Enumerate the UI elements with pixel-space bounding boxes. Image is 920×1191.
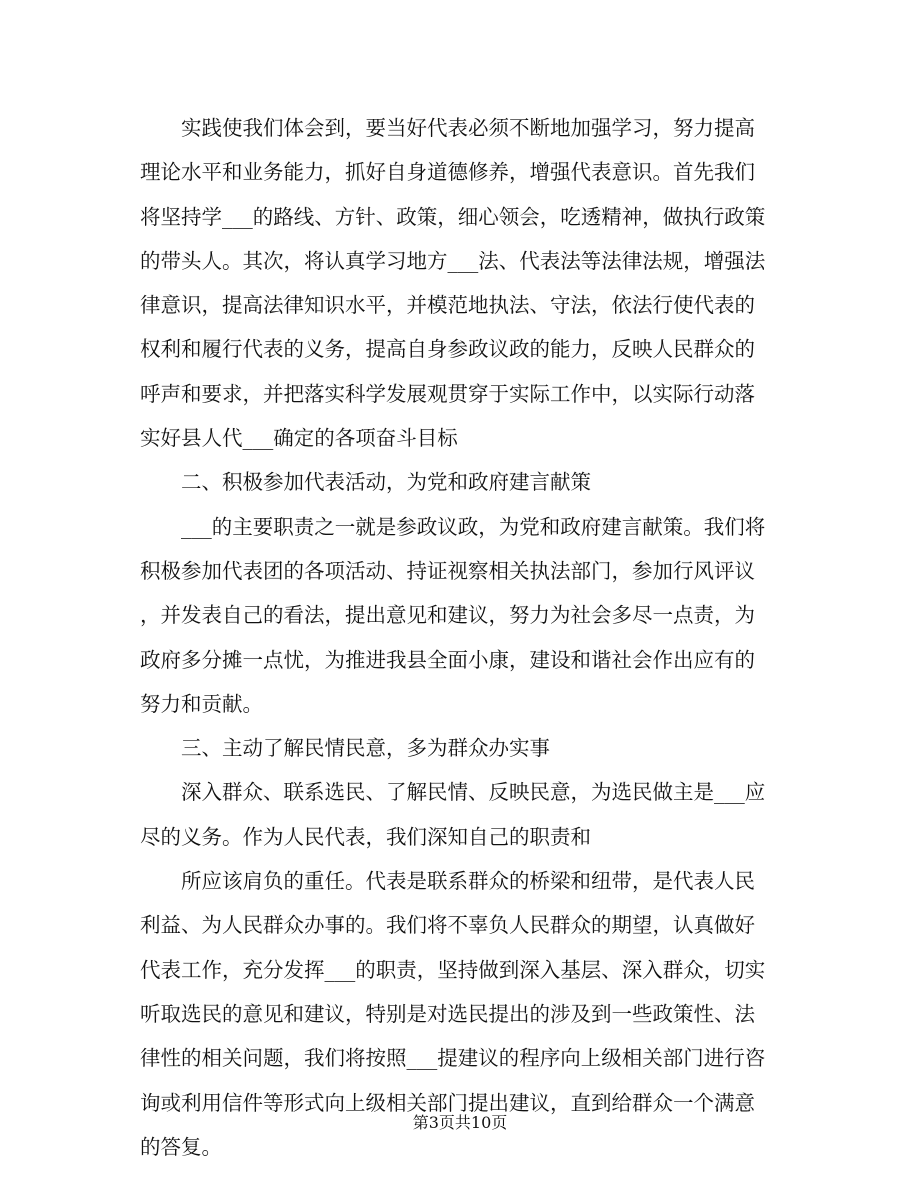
text-line: 深入群众、联系选民、了解民情、反映民意，为选民做主是___应 <box>181 780 766 805</box>
text-line: 利益、为人民群众办事的。我们将不辜负人民群众的期望，认真做好 <box>140 913 755 938</box>
text-line: 政府多分摊一点忧，为推进我县全面小康，建设和谐社会作出应有的 <box>140 647 755 672</box>
text-line: 权利和履行代表的义务，提高自身参政议政的能力，反映人民群众的 <box>140 337 755 362</box>
text-line: 积极参加代表团的各项活动、持证视察相关执法部门，参加行风评议 <box>140 558 755 583</box>
text-line: 的带头人。其次，将认真学习地方___法、代表法等法律法规，增强法 <box>140 248 766 273</box>
text-line: 实践使我们体会到，要当好代表必须不断地加强学习，努力提高 <box>181 116 755 140</box>
document-body <box>140 106 780 1169</box>
text-line: 律性的相关问题，我们将按照___提建议的程序向上级相关部门进行咨 <box>140 1046 766 1071</box>
text-line: 理论水平和业务能力，抓好自身道德修养，增强代表意识。首先我们 <box>140 160 755 185</box>
text-line: 听取选民的意见和建议，特别是对选民提出的涉及到一些政策性、法 <box>140 1001 755 1026</box>
text-line: 实好县人代___确定的各项奋斗目标 <box>140 426 458 451</box>
text-line: 律意识，提高法律知识水平，并模范地执法、守法，依法行使代表的 <box>140 293 755 318</box>
text-line: 努力和贡献。 <box>140 691 263 716</box>
text-line: 二、积极参加代表活动，为党和政府建言献策 <box>181 470 591 495</box>
text-line: 询或利用信件等形式向上级相关部门提出建议，直到给群众一个满意 <box>140 1090 755 1115</box>
text-line: 三、主动了解民情民意，多为群众办实事 <box>181 736 550 761</box>
text-line: 的答复。 <box>140 1134 222 1159</box>
text-line: 所应该肩负的重任。代表是联系群众的桥梁和纽带，是代表人民 <box>181 869 755 894</box>
text-line: ___的主要职责之一就是参政议政，为党和政府建言献策。我们将 <box>181 514 766 539</box>
text-line: 代表工作，充分发挥___的职责，坚持做到深入基层、深入群众，切实 <box>140 957 766 982</box>
text-line: 将坚持学___的路线、方针、政策，细心领会，吃透精神，做执行政策 <box>140 204 766 229</box>
text-line: 呼声和要求，并把落实科学发展观贯穿于实际工作中，以实际行动落 <box>140 381 755 406</box>
page-number: 第3页共10页 <box>412 1113 508 1132</box>
text-line: 尽的义务。作为人民代表，我们深知自己的职责和 <box>140 824 591 849</box>
text-line: ，并发表自己的看法，提出意见和建议，努力为社会多尽一点责，为 <box>140 603 755 628</box>
